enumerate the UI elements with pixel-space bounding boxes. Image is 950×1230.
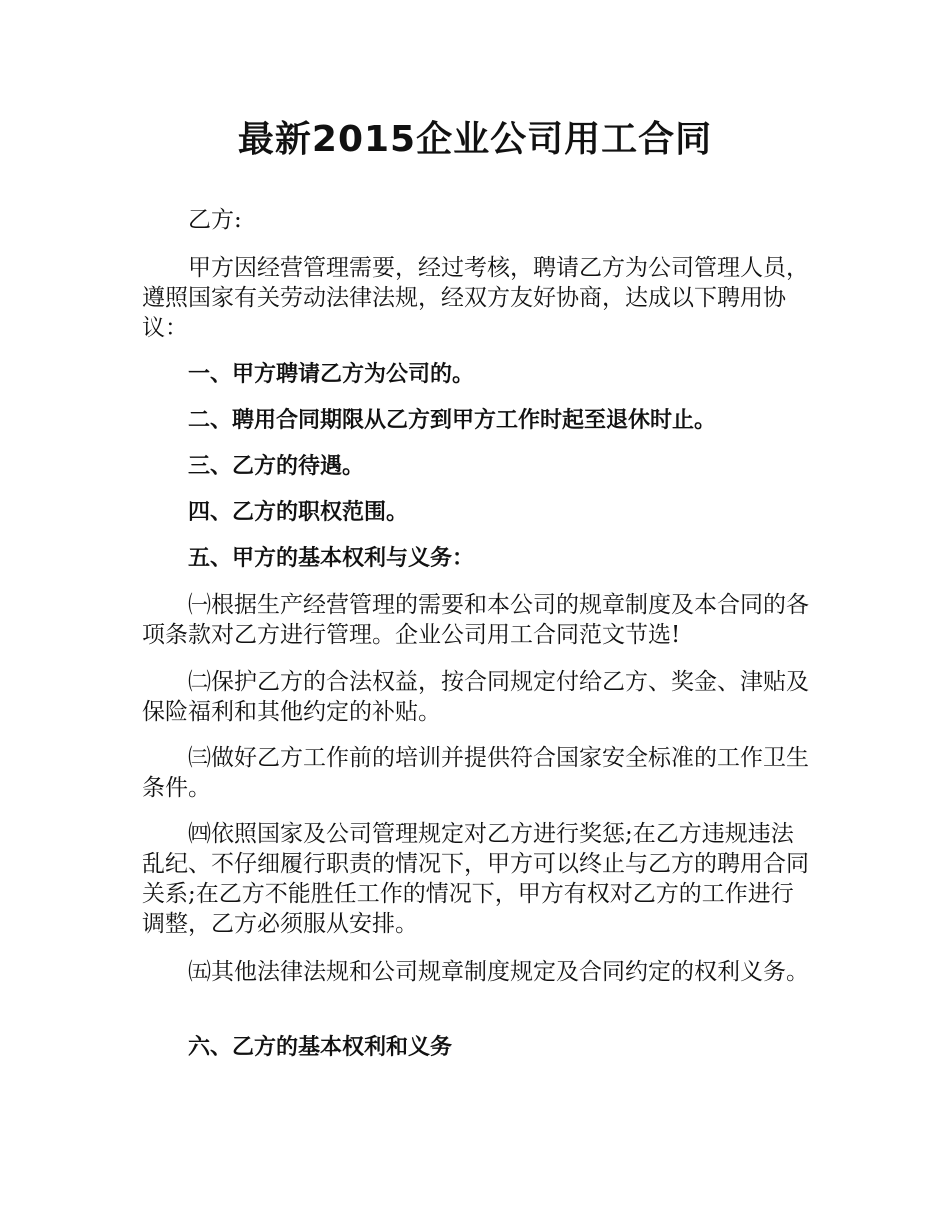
party-b-line: 乙方: — [188, 207, 242, 233]
section-heading-1: 一、甲方聘请乙方为公司的。 — [188, 362, 475, 387]
clause-paragraph-4: ㈣依照国家及公司管理规定对乙方进行奖惩;在乙方违规违法乱纪、不仔细履行职责的情况下，甲方可以终止与乙方的聘用合同关系;在乙方不能胜任工作的情况下，甲方有权对乙方的工作进行调整，乙方必须服从安排。 — [142, 821, 809, 937]
clause-paragraph-3: ㈢做好乙方工作前的培训并提供符合国家安全标准的工作卫生条件。 — [142, 745, 809, 801]
clause-paragraph-1: ㈠根据生产经营管理的需要和本公司的规章制度及本合同的各项条款对乙方进行管理。企业公司用工合同范文节选! — [142, 592, 809, 648]
section-heading-4: 四、乙方的职权范围。 — [188, 500, 409, 525]
intro-paragraph: 甲方因经营管理需要，经过考核，聘请乙方为公司管理人员，遵照国家有关劳动法律法规，经双方友好协商，达成以下聘用协议： — [142, 255, 809, 341]
section-heading-5: 五、甲方的基本权利与义务： — [188, 546, 475, 571]
section-heading-6: 六、乙方的基本权利和义务 — [188, 1035, 453, 1060]
document-title: 最新2015企业公司用工合同 — [237, 119, 713, 160]
section-heading-3: 三、乙方的待遇。 — [188, 454, 365, 479]
clause-paragraph-2: ㈡保护乙方的合法权益，按合同规定付给乙方、奖金、津贴及保险福利和其他约定的补贴。 — [142, 669, 809, 725]
clause-paragraph-5: ㈤其他法律法规和公司规章制度规定及合同约定的权利义务。 — [188, 959, 809, 985]
section-heading-2: 二、聘用合同期限从乙方到甲方工作时起至退休时止。 — [188, 408, 717, 433]
